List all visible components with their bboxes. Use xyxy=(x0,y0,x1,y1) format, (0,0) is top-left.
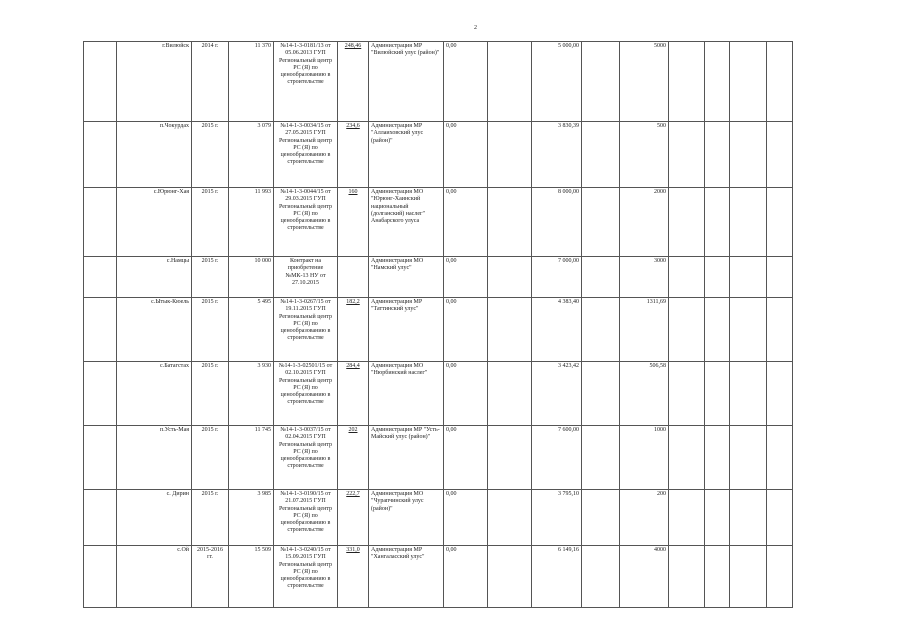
empty-cell xyxy=(84,122,117,188)
year-cell: 2015 г. xyxy=(192,298,229,362)
table-row xyxy=(84,490,793,546)
amount-1-cell: 0,00 xyxy=(444,257,488,298)
empty-cell xyxy=(730,122,767,188)
empty-cell xyxy=(84,362,117,426)
empty-cell xyxy=(669,42,705,122)
table-row xyxy=(84,188,793,257)
place-cell: г.Вилюйск xyxy=(117,42,192,122)
year-cell: 2014 г. xyxy=(192,42,229,122)
empty-cell xyxy=(669,546,705,608)
empty-cell xyxy=(730,298,767,362)
amount-3-cell: 1000 xyxy=(620,426,669,490)
empty-cell xyxy=(84,188,117,257)
year-cell: 2015 г. xyxy=(192,362,229,426)
value-cell: 331,0 xyxy=(338,546,369,608)
empty-cell xyxy=(84,257,117,298)
year-cell: 2015 г. xyxy=(192,426,229,490)
empty-cell xyxy=(705,362,730,426)
year-cell: 2015 г. xyxy=(192,257,229,298)
amount-1-cell: 0,00 xyxy=(444,122,488,188)
table-row xyxy=(84,298,793,362)
amount-2-cell: 8 000,00 xyxy=(532,188,582,257)
empty-cell xyxy=(730,188,767,257)
empty-cell xyxy=(730,426,767,490)
amount-2-cell: 7 600,00 xyxy=(532,426,582,490)
count-cell: 11 370 xyxy=(229,42,274,122)
amount-1-cell: 0,00 xyxy=(444,426,488,490)
count-cell: 3 079 xyxy=(229,122,274,188)
amount-3-cell: 2000 xyxy=(620,188,669,257)
amount-1-cell: 0,00 xyxy=(444,42,488,122)
empty-cell xyxy=(488,546,532,608)
count-cell: 3 985 xyxy=(229,490,274,546)
admin-cell: Администрация МР "Усть-Майский улус (район)" xyxy=(369,426,444,490)
amount-2-cell: 3 830,39 xyxy=(532,122,582,188)
empty-cell xyxy=(84,490,117,546)
table-row xyxy=(84,122,793,188)
empty-cell xyxy=(705,490,730,546)
year-cell: 2015 г. xyxy=(192,188,229,257)
contract-cell: №14-1-3-0267/15 от 19.11.2015 ГУП Региональный центр РС (Я) по ценообразованию в строительстве xyxy=(274,298,338,362)
data-table xyxy=(83,41,793,608)
admin-cell: Администрация МО "Юрюнг-Хаинский национальный (долганский) наслег" Анабарского улуса xyxy=(369,188,444,257)
admin-cell: Администрация МО "Чурапчинский улус (район)" xyxy=(369,490,444,546)
year-cell: 2015 г. xyxy=(192,122,229,188)
empty-cell xyxy=(767,42,793,122)
empty-cell xyxy=(84,298,117,362)
place-cell: с.Ытык-Кюель xyxy=(117,298,192,362)
admin-cell: Администрация МР "Хангаласский улус" xyxy=(369,546,444,608)
amount-1-cell: 0,00 xyxy=(444,298,488,362)
empty-cell xyxy=(669,426,705,490)
empty-cell xyxy=(705,122,730,188)
place-cell: п.Усть-Мая xyxy=(117,426,192,490)
empty-cell xyxy=(767,122,793,188)
empty-cell xyxy=(582,257,620,298)
place-cell: с.Намцы xyxy=(117,257,192,298)
amount-2-cell: 6 149,16 xyxy=(532,546,582,608)
empty-cell xyxy=(488,257,532,298)
empty-cell xyxy=(730,257,767,298)
amount-2-cell: 3 795,10 xyxy=(532,490,582,546)
table-row xyxy=(84,257,793,298)
empty-cell xyxy=(767,362,793,426)
count-cell: 5 495 xyxy=(229,298,274,362)
contract-cell: №14-1-3-0034/15 от 27.05.2015 ГУП Региональный центр РС (Я) по ценообразованию в строительстве xyxy=(274,122,338,188)
empty-cell xyxy=(582,362,620,426)
value-cell: 160 xyxy=(338,188,369,257)
empty-cell xyxy=(488,426,532,490)
count-cell: 11 993 xyxy=(229,188,274,257)
empty-cell xyxy=(767,426,793,490)
amount-3-cell: 200 xyxy=(620,490,669,546)
empty-cell xyxy=(730,490,767,546)
empty-cell xyxy=(488,298,532,362)
admin-cell: Администрация МР "Вилюйский улус (район)" xyxy=(369,42,444,122)
admin-cell: Администрация МР "Аллаиховский улус (район)" xyxy=(369,122,444,188)
place-cell: с.Юрюнг-Хая xyxy=(117,188,192,257)
empty-cell xyxy=(705,298,730,362)
contract-cell: №14-1-3-0181/13 от 05.06.2013 ГУП Региональный центр РС (Я) по ценообразованию в строительстве xyxy=(274,42,338,122)
empty-cell xyxy=(84,42,117,122)
year-cell: 2015 г. xyxy=(192,490,229,546)
contract-cell: №14-1-3-0037/15 от 02.04.2015 ГУП Региональный центр РС (Я) по ценообразованию в строительстве xyxy=(274,426,338,490)
table-row xyxy=(84,42,793,122)
empty-cell xyxy=(669,257,705,298)
empty-cell xyxy=(582,490,620,546)
place-cell: п.Чокурдах xyxy=(117,122,192,188)
count-cell: 15 509 xyxy=(229,546,274,608)
empty-cell xyxy=(767,546,793,608)
empty-cell xyxy=(669,122,705,188)
value-cell: 234,6 xyxy=(338,122,369,188)
value-cell: 182,2 xyxy=(338,298,369,362)
empty-cell xyxy=(582,298,620,362)
empty-cell xyxy=(705,546,730,608)
amount-3-cell: 4000 xyxy=(620,546,669,608)
table-row xyxy=(84,546,793,608)
contract-cell: №14-1-3-0240/15 от 15.09.2015 ГУП Региональный центр РС (Я) по ценообразованию в строительстве xyxy=(274,546,338,608)
contract-cell: №14-1-3-02501/15 от 02.10.2015 ГУП Региональный центр РС (Я) по ценообразованию в строительстве xyxy=(274,362,338,426)
contract-cell: №14-1-3-0044/15 от 29.03.2015 ГУП Региональный центр РС (Я) по ценообразованию в строительстве xyxy=(274,188,338,257)
admin-cell: Администрация МО "Нюрбинский наслег" xyxy=(369,362,444,426)
place-cell: с.Батагстах xyxy=(117,362,192,426)
amount-1-cell: 0,00 xyxy=(444,490,488,546)
amount-2-cell: 5 000,00 xyxy=(532,42,582,122)
table-row xyxy=(84,362,793,426)
count-cell: 11 745 xyxy=(229,426,274,490)
contract-cell: Контракт на приобретение №МК-13 НУ от 27.10.2015 xyxy=(274,257,338,298)
empty-cell xyxy=(488,490,532,546)
empty-cell xyxy=(730,42,767,122)
empty-cell xyxy=(488,362,532,426)
amount-2-cell: 3 423,42 xyxy=(532,362,582,426)
empty-cell xyxy=(84,426,117,490)
empty-cell xyxy=(84,546,117,608)
empty-cell xyxy=(705,257,730,298)
amount-3-cell: 3000 xyxy=(620,257,669,298)
admin-cell: Администрация МО "Намский улус" xyxy=(369,257,444,298)
empty-cell xyxy=(767,188,793,257)
place-cell: с.Ой xyxy=(117,546,192,608)
amount-3-cell: 506,58 xyxy=(620,362,669,426)
empty-cell xyxy=(669,298,705,362)
empty-cell xyxy=(582,546,620,608)
empty-cell xyxy=(488,188,532,257)
amount-1-cell: 0,00 xyxy=(444,362,488,426)
count-cell: 10 000 xyxy=(229,257,274,298)
empty-cell xyxy=(767,490,793,546)
amount-2-cell: 4 383,40 xyxy=(532,298,582,362)
place-cell: с. Дирин xyxy=(117,490,192,546)
table-row xyxy=(84,426,793,490)
value-cell: 284,4 xyxy=(338,362,369,426)
amount-3-cell: 500 xyxy=(620,122,669,188)
empty-cell xyxy=(669,490,705,546)
value-cell: 222,7 xyxy=(338,490,369,546)
empty-cell xyxy=(705,188,730,257)
page-number: 2 xyxy=(474,25,477,31)
contract-cell: №14-1-3-0190/15 от 21.07.2015 ГУП Региональный центр РС (Я) по ценообразованию в строительстве xyxy=(274,490,338,546)
year-cell: 2015-2016 гг. xyxy=(192,546,229,608)
empty-cell xyxy=(767,257,793,298)
empty-cell xyxy=(488,122,532,188)
value-cell: 202 xyxy=(338,426,369,490)
empty-cell xyxy=(669,362,705,426)
empty-cell xyxy=(488,42,532,122)
empty-cell xyxy=(669,188,705,257)
value-cell: 248,46 xyxy=(338,42,369,122)
empty-cell xyxy=(582,42,620,122)
empty-cell xyxy=(582,188,620,257)
count-cell: 3 930 xyxy=(229,362,274,426)
amount-1-cell: 0,00 xyxy=(444,546,488,608)
amount-2-cell: 7 000,00 xyxy=(532,257,582,298)
empty-cell xyxy=(705,42,730,122)
empty-cell xyxy=(705,426,730,490)
amount-1-cell: 0,00 xyxy=(444,188,488,257)
empty-cell xyxy=(582,426,620,490)
empty-cell xyxy=(730,362,767,426)
amount-3-cell: 5000 xyxy=(620,42,669,122)
amount-3-cell: 1311,69 xyxy=(620,298,669,362)
empty-cell xyxy=(767,298,793,362)
empty-cell xyxy=(730,546,767,608)
admin-cell: Администрация МР "Таттинский улус" xyxy=(369,298,444,362)
value-cell xyxy=(338,257,369,298)
empty-cell xyxy=(582,122,620,188)
